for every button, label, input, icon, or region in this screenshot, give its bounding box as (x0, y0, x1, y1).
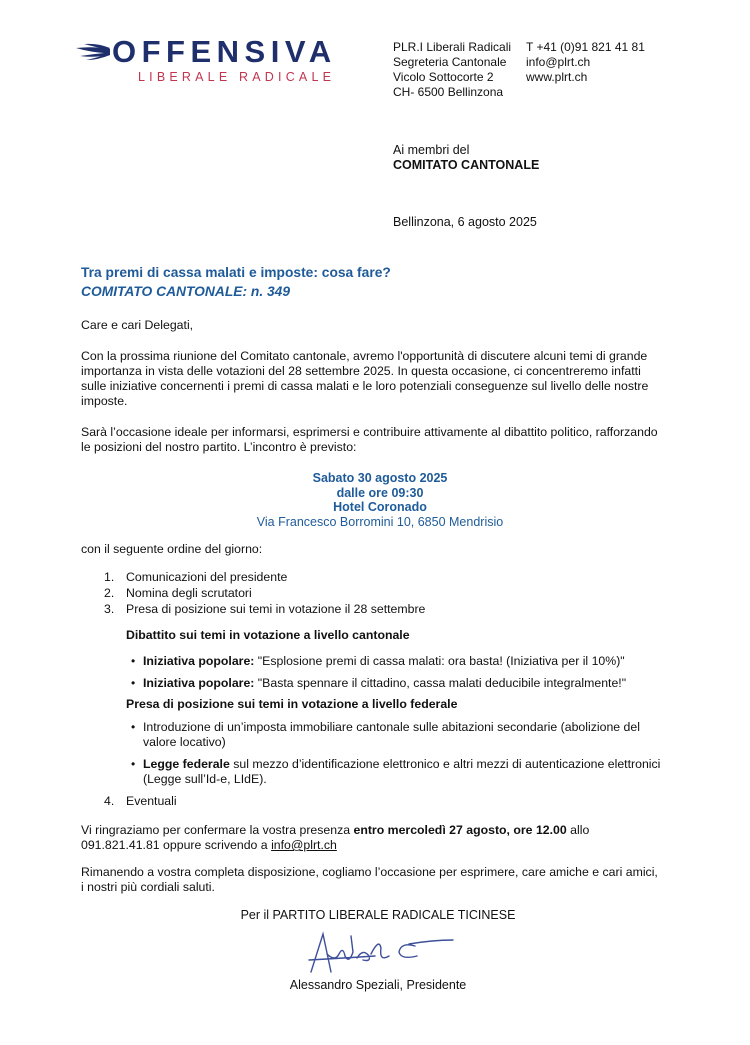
sender-contacts (526, 40, 645, 85)
bullet-icon: • (131, 757, 136, 771)
party-logo (74, 34, 354, 88)
deadline: entro mercoledì 27 agosto, ore 12.00 (353, 823, 567, 837)
bullet-body: Introduzione di un’imposta immobiliare cantonale sulle abitazioni secondarie (abolizione del (143, 720, 640, 734)
event-time: dalle ore 09:30 (336, 485, 424, 500)
text-line: le posizioni del nostro partito. L’incontro è previsto: (81, 440, 357, 454)
bullet-body: "Esplosione premi di cassa malati: ora basta! (Iniziativa per il 10%)" (254, 654, 625, 668)
email[interactable]: info@plrt.ch (526, 55, 591, 69)
letter-date: Bellinzona, 6 agosto 2025 (393, 215, 537, 229)
item-text: Nomina degli scrutatori (126, 586, 252, 600)
subject-title: Tra premi di cassa malati e imposte: cosa fare? (81, 265, 391, 280)
item-number: 4. (104, 794, 115, 808)
bullet-label: Iniziativa popolare: (143, 654, 255, 668)
item-number: 2. (104, 586, 115, 600)
signature-label: Per il PARTITO LIBERALE RADICALE TICINESE (240, 908, 516, 922)
text-line: Rimanendo a vostra completa disposizione, cogliamo l’occasione per esprimere, care amiche e cari amici, (81, 865, 658, 879)
logo-subtitle: LIBERALE RADICALE (138, 70, 336, 84)
website[interactable]: www.plrt.ch (526, 70, 588, 84)
text: Vi ringraziamo per confermare la vostra presenza (81, 823, 354, 837)
sender-address (393, 40, 511, 100)
item-number: 1. (104, 570, 115, 584)
subject-subtitle: COMITATO CANTONALE: n. 349 (81, 284, 291, 299)
event-date: Sabato 30 agosto 2025 (312, 471, 448, 485)
closing-paragraph (81, 865, 681, 895)
bullet-icon: • (131, 720, 136, 734)
text-line (81, 823, 681, 838)
cantonal-heading: Dibattito sui temi in votazione a livello cantonale (126, 628, 410, 642)
item-number: 3. (104, 602, 115, 616)
bullet-body: (Legge sull’Id-e, LIdE). (143, 772, 267, 786)
bullet-body: "Basta spennare il cittadino, cassa malati deducibile integralmente!" (254, 676, 627, 690)
text-line: importanza in vista delle votazioni del 28 settembre 2025. In questa occasione, ci concentreremo infatti (81, 364, 641, 378)
agenda-intro: con il seguente ordine del giorno: (81, 542, 263, 556)
confirmation-paragraph (81, 823, 681, 853)
bullet-text (143, 757, 660, 787)
address-line: Segreteria Cantonale (393, 55, 507, 69)
text-line: Sarà l’occasione ideale per informarsi, esprimersi e contribuire attivamente al dibattito politico, rafforzando (81, 425, 658, 439)
event-venue: Hotel Coronado (333, 500, 427, 514)
logo-wordmark: OFFENSIVA (112, 34, 337, 69)
text: 091.821.41.81 oppure scrivendo a (81, 838, 272, 852)
text-line: sulle iniziative concernenti i premi di cassa malati e le loro potenziali conseguenze sul livello delle nostre (81, 379, 649, 393)
bullet-text (143, 720, 640, 750)
text-line (81, 838, 681, 853)
address-line: CH- 6500 Bellinzona (393, 85, 504, 99)
text-line: Con la prossima riunione del Comitato cantonale, avremo l'opportunità di discutere alcuni temi di grande (81, 349, 648, 363)
address-line: PLR.I Liberali Radicali (393, 40, 512, 54)
phone: T +41 (0)91 821 41 81 (526, 40, 645, 54)
event-address: Via Francesco Borromini 10, 6850 Mendrisio (256, 514, 504, 529)
salutation: Care e cari Delegati, (81, 318, 194, 332)
bullet-icon: • (131, 676, 136, 690)
bullet-body: sul mezzo d’identificazione elettronico e altri mezzi di autenticazione elettronici (229, 757, 661, 771)
bullet-label: Iniziativa popolare: (143, 676, 255, 690)
item-text: Comunicazioni del presidente (126, 570, 288, 584)
bullet-label: Legge federale (143, 757, 230, 771)
handwritten-signature-icon (305, 928, 455, 978)
text: allo (566, 823, 590, 837)
federal-heading: Presa di posizione sui temi in votazione a livello federale (126, 697, 458, 711)
recipient-line: Ai membri del (393, 143, 470, 157)
bullet-text (143, 676, 626, 691)
text-line: i nostri più cordiali saluti. (81, 880, 215, 894)
item-text: Eventuali (126, 794, 177, 808)
text-line: imposte. (81, 394, 128, 408)
bullet-body: valore locativo) (143, 735, 226, 749)
address-line: Vicolo Sottocorte 2 (393, 70, 494, 84)
signatory-name: Alessandro Speziali, Presidente (289, 978, 467, 992)
occasion-paragraph (81, 425, 681, 455)
bullet-text (143, 654, 625, 669)
intro-paragraph (81, 349, 681, 409)
item-text: Presa di posizione sui temi in votazione il 28 settembre (126, 602, 426, 616)
recipient-block (393, 143, 539, 173)
bullet-icon: • (131, 654, 136, 668)
email-link[interactable]: info@plrt.ch (271, 838, 337, 852)
event-details (230, 471, 530, 529)
recipient-committee: COMITATO CANTONALE (393, 158, 540, 172)
